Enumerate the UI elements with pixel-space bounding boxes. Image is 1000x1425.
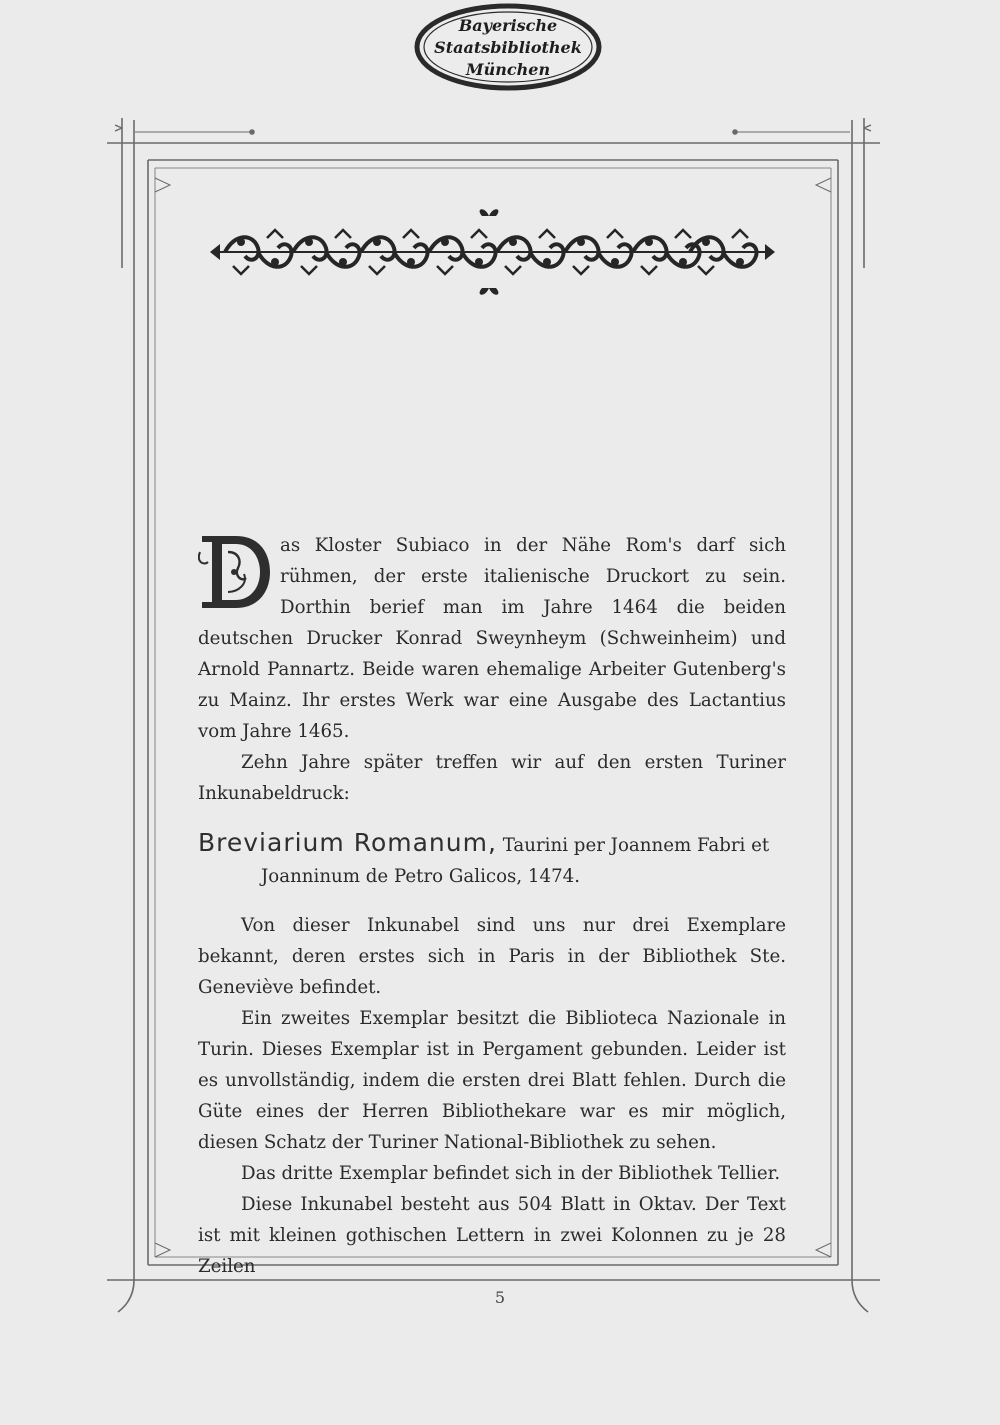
book-title: Breviarium Romanum,	[198, 828, 497, 857]
stamp-line-2: Staatsbibliothek	[434, 38, 582, 57]
stamp-line-1: Bayerische	[458, 16, 558, 35]
library-stamp	[413, 2, 603, 92]
dropcap-initial	[198, 532, 272, 612]
book-imprint-1: Taurini per Joannem Fabri et	[502, 835, 770, 856]
paragraph-4: Ein zweites Exemplar besitzt die Biblioteca Nazionale in Turin. Dieses Exemplar ist in Pergament gebunden. Leider ist es unvollständig, indem die ersten drei Blatt fehlen. Durch die Güte eines der Herren Bibliothekare war es mir möglich, diesen Schatz der Turiner National-Bibliothek zu sehen.	[198, 1008, 786, 1153]
main-text	[198, 530, 786, 1282]
ornamental-band	[210, 208, 775, 296]
paragraph-5: Das dritte Exemplar befindet sich in der Bibliothek Tellier.	[241, 1163, 781, 1184]
page-number: 5	[494, 1288, 506, 1307]
paragraph-2: Zehn Jahre später treffen wir auf den ersten Turiner Inkunabeldruck:	[198, 752, 786, 804]
paragraph-3: Von dieser Inkunabel sind uns nur drei Exemplare bekannt, deren erstes sich in Paris in der Bibliothek Ste. Geneviève befindet.	[198, 915, 786, 998]
stamp-line-3: München	[465, 60, 551, 79]
paragraph-1: as Kloster Subiaco in der Nähe Rom's darf sich rühmen, der erste italienische Druckort zu sein. Dorthin berief man im Jahre 1464 die beiden deutschen Drucker Konrad Sweynheym (Schweinheim) und Arnold Pannartz. Beide waren ehemalige Arbeiter Gutenberg's zu Mainz. Ihr erstes Werk war eine Ausgabe des Lactantius vom Jahre 1465.	[198, 535, 786, 742]
book-imprint-2: Joanninum de Petro Galicos, 1474.	[261, 866, 580, 887]
dropcap-letter: D	[198, 532, 199, 533]
paragraph-6: Diese Inkunabel besteht aus 504 Blatt in Oktav. Der Text ist mit kleinen gothischen Lettern in zwei Kolonnen zu je 28 Zeilen	[198, 1194, 786, 1277]
book-title-line	[198, 827, 786, 861]
